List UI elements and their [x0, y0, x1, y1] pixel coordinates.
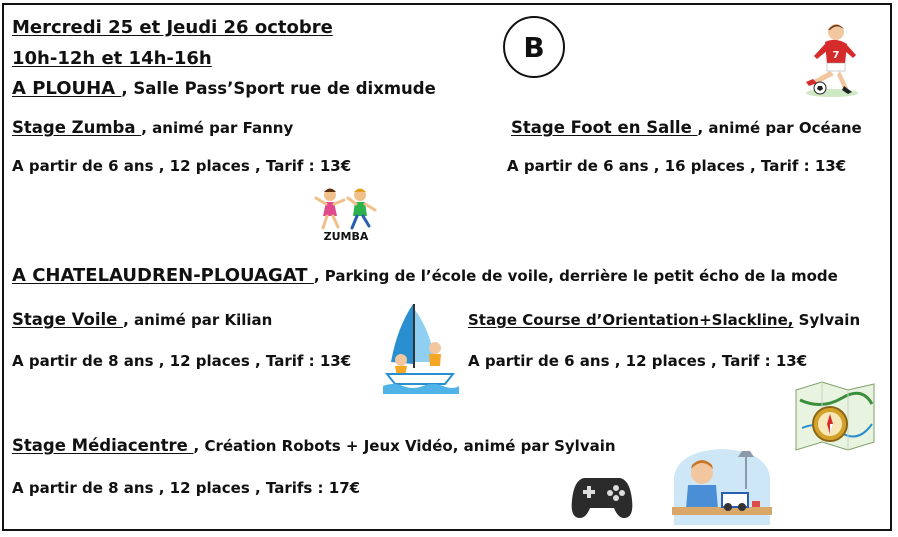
svg-text:7: 7	[832, 50, 840, 61]
foot-by: , animé par Océane	[697, 119, 862, 137]
gamepad-icon	[570, 470, 634, 522]
course-heading	[468, 310, 860, 329]
foot-info: A partir de 6 ans , 16 places , Tarif : 13€	[507, 157, 847, 175]
robot-building-kid-icon	[672, 447, 772, 527]
zumba-info: A partir de 6 ans , 12 places , Tarif : 13€	[12, 157, 352, 175]
mediacentre-title: Stage Médiacentre	[12, 436, 194, 455]
zumba-dancers-icon	[314, 186, 378, 244]
foot-heading	[511, 118, 862, 137]
mediacentre-heading	[12, 436, 616, 455]
header-hours: 10h-12h et 14h-16h	[12, 48, 212, 69]
foot-title: Stage Foot en Salle	[511, 118, 698, 137]
orientation-map-compass-icon	[792, 380, 878, 454]
mediacentre-info: A partir de 8 ans , 12 places , Tarifs : 17€	[12, 479, 361, 497]
course-by: Sylvain	[793, 311, 861, 329]
voile-by: , animé par Kilian	[123, 311, 273, 329]
zumba-logo-text: ZUMBA	[323, 230, 369, 243]
zumba-by: , animé par Fanny	[141, 119, 294, 137]
chatelaudren-location	[12, 265, 838, 286]
mediacentre-detail: , Création Robots + Jeux Vidéo	[193, 437, 453, 455]
zumba-heading	[12, 118, 293, 137]
header-dates: Mercredi 25 et Jeudi 26 octobre	[12, 17, 333, 38]
course-info: A partir de 6 ans , 12 places , Tarif : 13€	[468, 352, 808, 370]
plouha-location-name: A PLOUHA	[12, 78, 122, 99]
plouha-location-detail: , Salle Pass’Sport rue de dixmude	[121, 79, 436, 98]
voile-heading	[12, 310, 272, 329]
zumba-title: Stage Zumba	[12, 118, 142, 137]
sailboat-kids-icon	[383, 302, 459, 394]
mediacentre-by: , animé par Sylvain	[452, 437, 616, 455]
chatelaudren-location-detail: , Parking de l’école de voile, derrière le petit écho de la mode	[313, 267, 838, 285]
voile-title: Stage Voile	[12, 310, 124, 329]
plouha-location	[12, 78, 436, 99]
voile-info: A partir de 8 ans , 12 places , Tarif : 13€	[12, 352, 352, 370]
course-title: Stage Course d’Orientation+Slackline,	[468, 311, 794, 329]
group-badge-label: B	[523, 30, 545, 64]
group-badge	[503, 16, 565, 78]
chatelaudren-location-name: A CHATELAUDREN-PLOUAGAT	[12, 265, 314, 286]
soccer-player-icon	[792, 20, 870, 98]
